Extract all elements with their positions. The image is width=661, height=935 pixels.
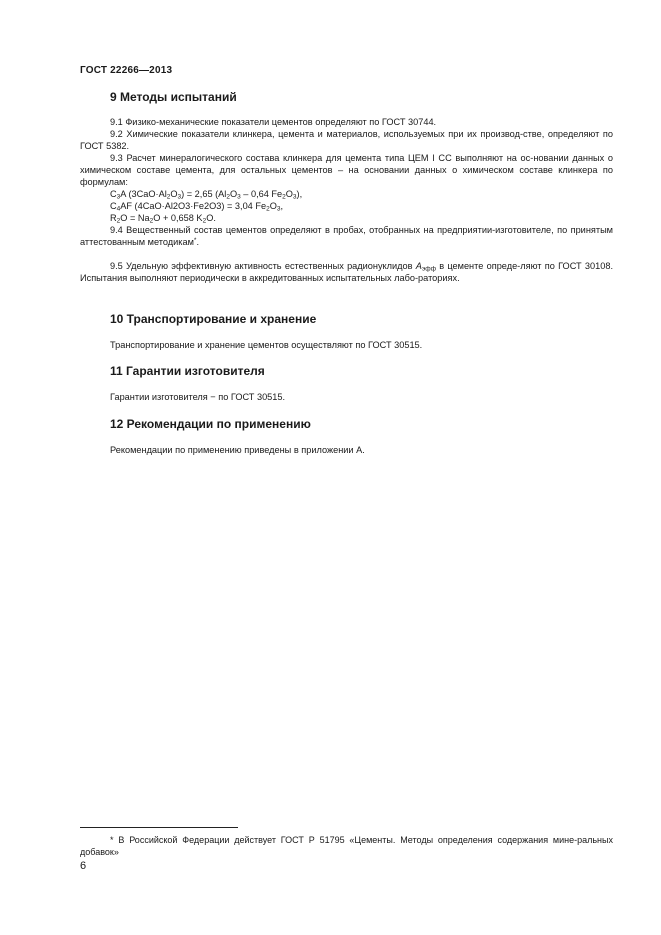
section-10-title: 10 Транспортирование и хранение xyxy=(110,312,317,326)
page-number: 6 xyxy=(80,860,87,872)
paragraph-9-2: 9.2 Химические показатели клинкера, цемента и материалов, используемых при их производ-стве, определяют по ГОСТ 5382. xyxy=(80,129,613,152)
document-header: ГОСТ 22266—2013 xyxy=(80,65,173,76)
footnote: * В Российской Федерации действует ГОСТ Р 51795 «Цементы. Методы определения содержания мине-ральных добавок» xyxy=(80,835,613,857)
formula-c4af: $C_4AF$ (4CaO·Al2O3·Fe2O3) = 3,04 $Fe_2O_3$, xyxy=(110,201,284,213)
section-10-text: Транспортирование и хранение цементов осуществляют по ГОСТ 30515. xyxy=(110,340,423,350)
footnote-divider xyxy=(80,827,238,828)
paragraph-9-4: 9.4 Вещественный состав цементов определяют в пробах, отобранных на предприятии-изготовителе, по принятым аттестованным методикам*. xyxy=(80,225,613,248)
section-9-title: 9 Методы испытаний xyxy=(110,90,237,104)
paragraph-9-3: 9.3 Расчет минералогического состава клинкера для цемента типа ЦЕМ I СС выполняют на ос-новании данных о химическом составе цемента, для остальных цементов – на основании данных о химическом составе клинкера по формулам: xyxy=(80,153,613,188)
footnote-reference: * xyxy=(193,237,197,245)
section-12-title: 12 Рекомендации по применению xyxy=(110,417,311,431)
section-11-title: 11 Гарантии изготовителя xyxy=(110,364,265,378)
paragraph-9-1: 9.1 Физико-механические показатели цементов определяют по ГОСТ 30744. xyxy=(110,117,437,127)
paragraph-9-5: 9.5 Удельную эффективную активность естественных радионуклидов $A_{эфф}$ в цементе опреде-ляют по ГОСТ 30108. Испытания выполняют периодически в аккредитованных испытательных лабо-раториях. xyxy=(80,261,613,284)
section-12-text: Рекомендации по применению приведены в приложении А. xyxy=(110,445,365,455)
section-11-text: Гарантии изготовителя − по ГОСТ 30515. xyxy=(110,392,286,402)
formula-c3a: $C_3A$ $(3CaO\cdot Al_2O_3) = 2,65$ ($Al_2O_3 - 0,64$ $Fe_2O_3$), xyxy=(110,189,303,201)
formula-r2o: $R_2O = Na_2O + 0,658$ $K_2O$. xyxy=(110,213,216,225)
